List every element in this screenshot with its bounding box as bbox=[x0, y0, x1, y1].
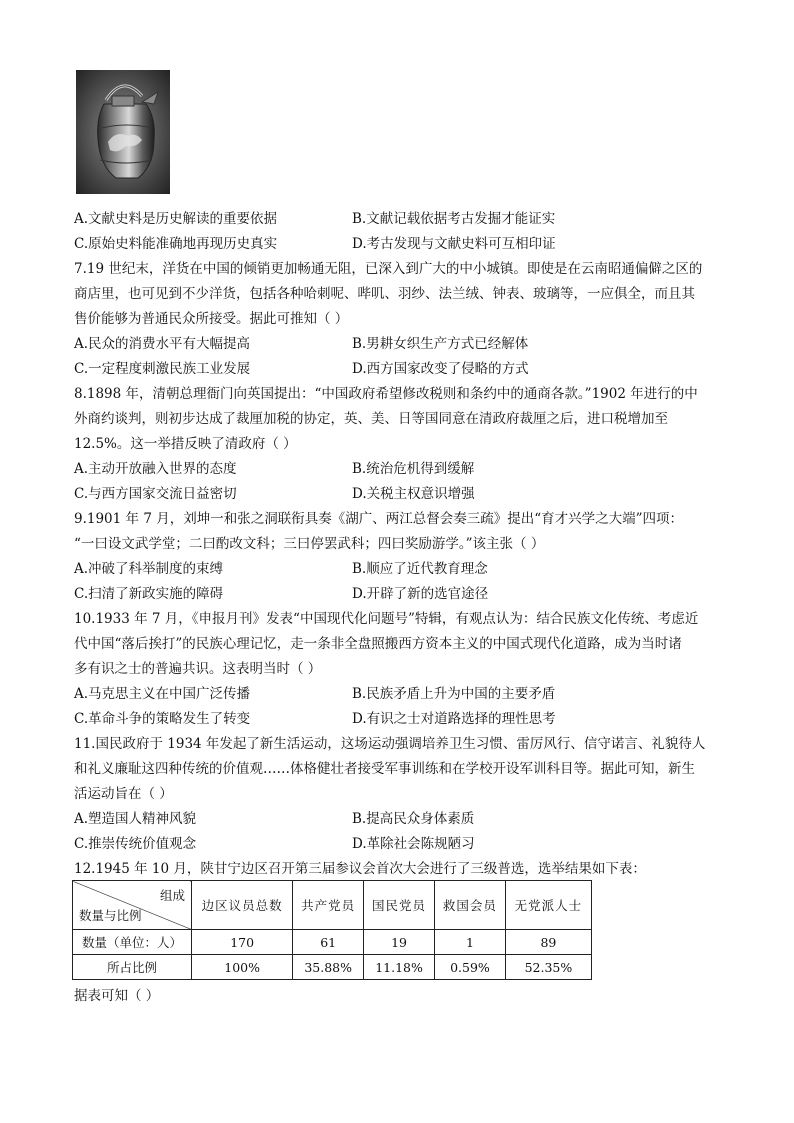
table-cell: 11.18% bbox=[364, 955, 435, 980]
table-header-cell: 国民党员 bbox=[364, 881, 435, 930]
table-row bbox=[73, 930, 592, 955]
q8-option-c[interactable]: C.与西方国家交流日益密切 bbox=[74, 486, 237, 502]
q8-option-b[interactable]: B.统治危机得到缓解 bbox=[352, 461, 475, 477]
corner-top-label: 组成 bbox=[159, 888, 185, 903]
q12-stem: 据表可知（ ） bbox=[74, 988, 160, 1004]
q7-stem-line: 商店里，也可见到不少洋货，包括各种哈刺呢、哔叽、羽纱、法兰绒、钟表、玻璃等，一应俱全，而且其 bbox=[74, 286, 695, 302]
table-header-cell: 无党派人士 bbox=[505, 881, 591, 930]
q6-option-c[interactable]: C.原始史料能准确地再现历史真实 bbox=[74, 236, 278, 252]
q10-option-b[interactable]: B.民族矛盾上升为中国的主要矛盾 bbox=[352, 686, 556, 702]
election-results-table bbox=[72, 880, 592, 980]
q10-option-a[interactable]: A.马克思主义在中国广泛传播 bbox=[74, 686, 251, 702]
q7-stem-line: 售价能够为普通民众所接受。据此可推知（ ） bbox=[74, 311, 349, 327]
table-cell: 61 bbox=[293, 930, 364, 955]
q7-option-d[interactable]: D.西方国家改变了侵略的方式 bbox=[352, 361, 529, 377]
q10-stem-line: 代中国“落后挨打”的民族心理记忆，走一条非全盘照搬西方资本主义的中国式现代化道路，成为当时诸 bbox=[74, 636, 682, 652]
q8-option-a[interactable]: A.主动开放融入世界的态度 bbox=[74, 461, 237, 477]
q9-option-c[interactable]: C.扫清了新政实施的障碍 bbox=[74, 586, 224, 602]
table-cell: 100% bbox=[192, 955, 293, 980]
q9-option-a[interactable]: A.冲破了科举制度的束缚 bbox=[74, 561, 224, 577]
q11-stem-line: 11.国民政府于 1934 年发起了新生活运动，这场运动强调培养卫生习惯、雷厉风行、信守诺言、礼貌待人 bbox=[74, 736, 706, 752]
q8-stem-line: 外商约谈判，则初步达成了裁厘加税的协定，英、美、日等国同意在清政府裁厘之后，进口税增加至 bbox=[74, 411, 668, 427]
q10-stem-line: 多有识之士的普遍共识。这表明当时（ ） bbox=[74, 661, 322, 677]
corner-bottom-label: 数量与比例 bbox=[79, 908, 142, 923]
q9-stem-line: “一曰设文武学堂；二曰酌改文科；三曰停罢武科；四曰奖励游学。”该主张（ ） bbox=[74, 536, 545, 552]
q11-option-d[interactable]: D.革除社会陈规陋习 bbox=[352, 836, 475, 852]
table-header-cell: 救国会员 bbox=[435, 881, 506, 930]
row-label: 数量（单位：人） bbox=[73, 930, 192, 955]
table-header-cell: 共产党员 bbox=[293, 881, 364, 930]
q8-option-d[interactable]: D.关税主权意识增强 bbox=[352, 486, 475, 502]
table-cell: 89 bbox=[505, 930, 591, 955]
q7-option-b[interactable]: B.男耕女织生产方式已经解体 bbox=[352, 336, 529, 352]
q10-option-d[interactable]: D.有识之士对道路选择的理性思考 bbox=[352, 711, 556, 727]
q9-option-b[interactable]: B.顺应了近代教育理念 bbox=[352, 561, 488, 577]
table-corner-cell bbox=[73, 881, 192, 930]
q11-option-a[interactable]: A.塑造国人精神风貌 bbox=[74, 811, 197, 827]
q7-option-c[interactable]: C.一定程度刺激民族工业发展 bbox=[74, 361, 251, 377]
q10-stem-line: 10.1933 年 7 月，《申报月刊》发表“中国现代化问题号”特辑，有观点认为：结合民族文化传统、考虑近 bbox=[74, 611, 699, 627]
q10-option-c[interactable]: C.革命斗争的策略发生了转变 bbox=[74, 711, 251, 727]
q9-stem-line: 9.1901 年 7 月，刘坤一和张之洞联衔具奏《湖广、两江总督会奏三疏》提出“育才兴学之大端”四项： bbox=[74, 511, 684, 527]
table-cell: 35.88% bbox=[293, 955, 364, 980]
table-cell: 52.35% bbox=[505, 955, 591, 980]
table-cell: 19 bbox=[364, 930, 435, 955]
table-header-row bbox=[73, 881, 592, 930]
table-cell: 1 bbox=[435, 930, 506, 955]
q11-option-b[interactable]: B.提高民众身体素质 bbox=[352, 811, 475, 827]
q8-stem-line: 12.5%。这一举措反映了清政府（ ） bbox=[74, 436, 297, 452]
table-header-cell: 边区议员总数 bbox=[192, 881, 293, 930]
q8-stem-line: 8.1898 年，清朝总理衙门向英国提出：“中国政府希望修改税则和条约中的通商各款。”1902 年进行的中 bbox=[74, 386, 698, 402]
q7-stem-line: 7.19 世纪末，洋货在中国的倾销更加畅通无阻，已深入到广大的中小城镇。即使是在云南昭通偏僻之区的 bbox=[74, 261, 703, 277]
q12-stem-intro: 12.1945 年 10 月，陕甘宁边区召开第三届参议会首次大会进行了三级普选，选举结果如下表： bbox=[74, 861, 646, 877]
q11-option-c[interactable]: C.推崇传统价值观念 bbox=[74, 836, 197, 852]
table-cell: 0.59% bbox=[435, 955, 506, 980]
table-cell: 170 bbox=[192, 930, 293, 955]
q6-option-b[interactable]: B.文献记载依据考古发掘才能证实 bbox=[352, 211, 556, 227]
row-label: 所占比例 bbox=[73, 955, 192, 980]
q6-option-a[interactable]: A.文献史料是历史解读的重要依据 bbox=[74, 211, 278, 227]
q7-option-a[interactable]: A.民众的消费水平有大幅提高 bbox=[74, 336, 251, 352]
q11-stem-line: 活运动旨在（ ） bbox=[74, 786, 173, 802]
q6-option-d[interactable]: D.考古发现与文献史料可互相印证 bbox=[352, 236, 556, 252]
table-row bbox=[73, 955, 592, 980]
q9-option-d[interactable]: D.开辟了新的选官途径 bbox=[352, 586, 489, 602]
q11-stem-line: 和礼义廉耻这四种传统的价值观……体格健壮者接受军事训练和在学校开设军训科目等。据此可知，新生 bbox=[74, 761, 695, 777]
bronze-pot-photo-icon bbox=[76, 70, 170, 194]
